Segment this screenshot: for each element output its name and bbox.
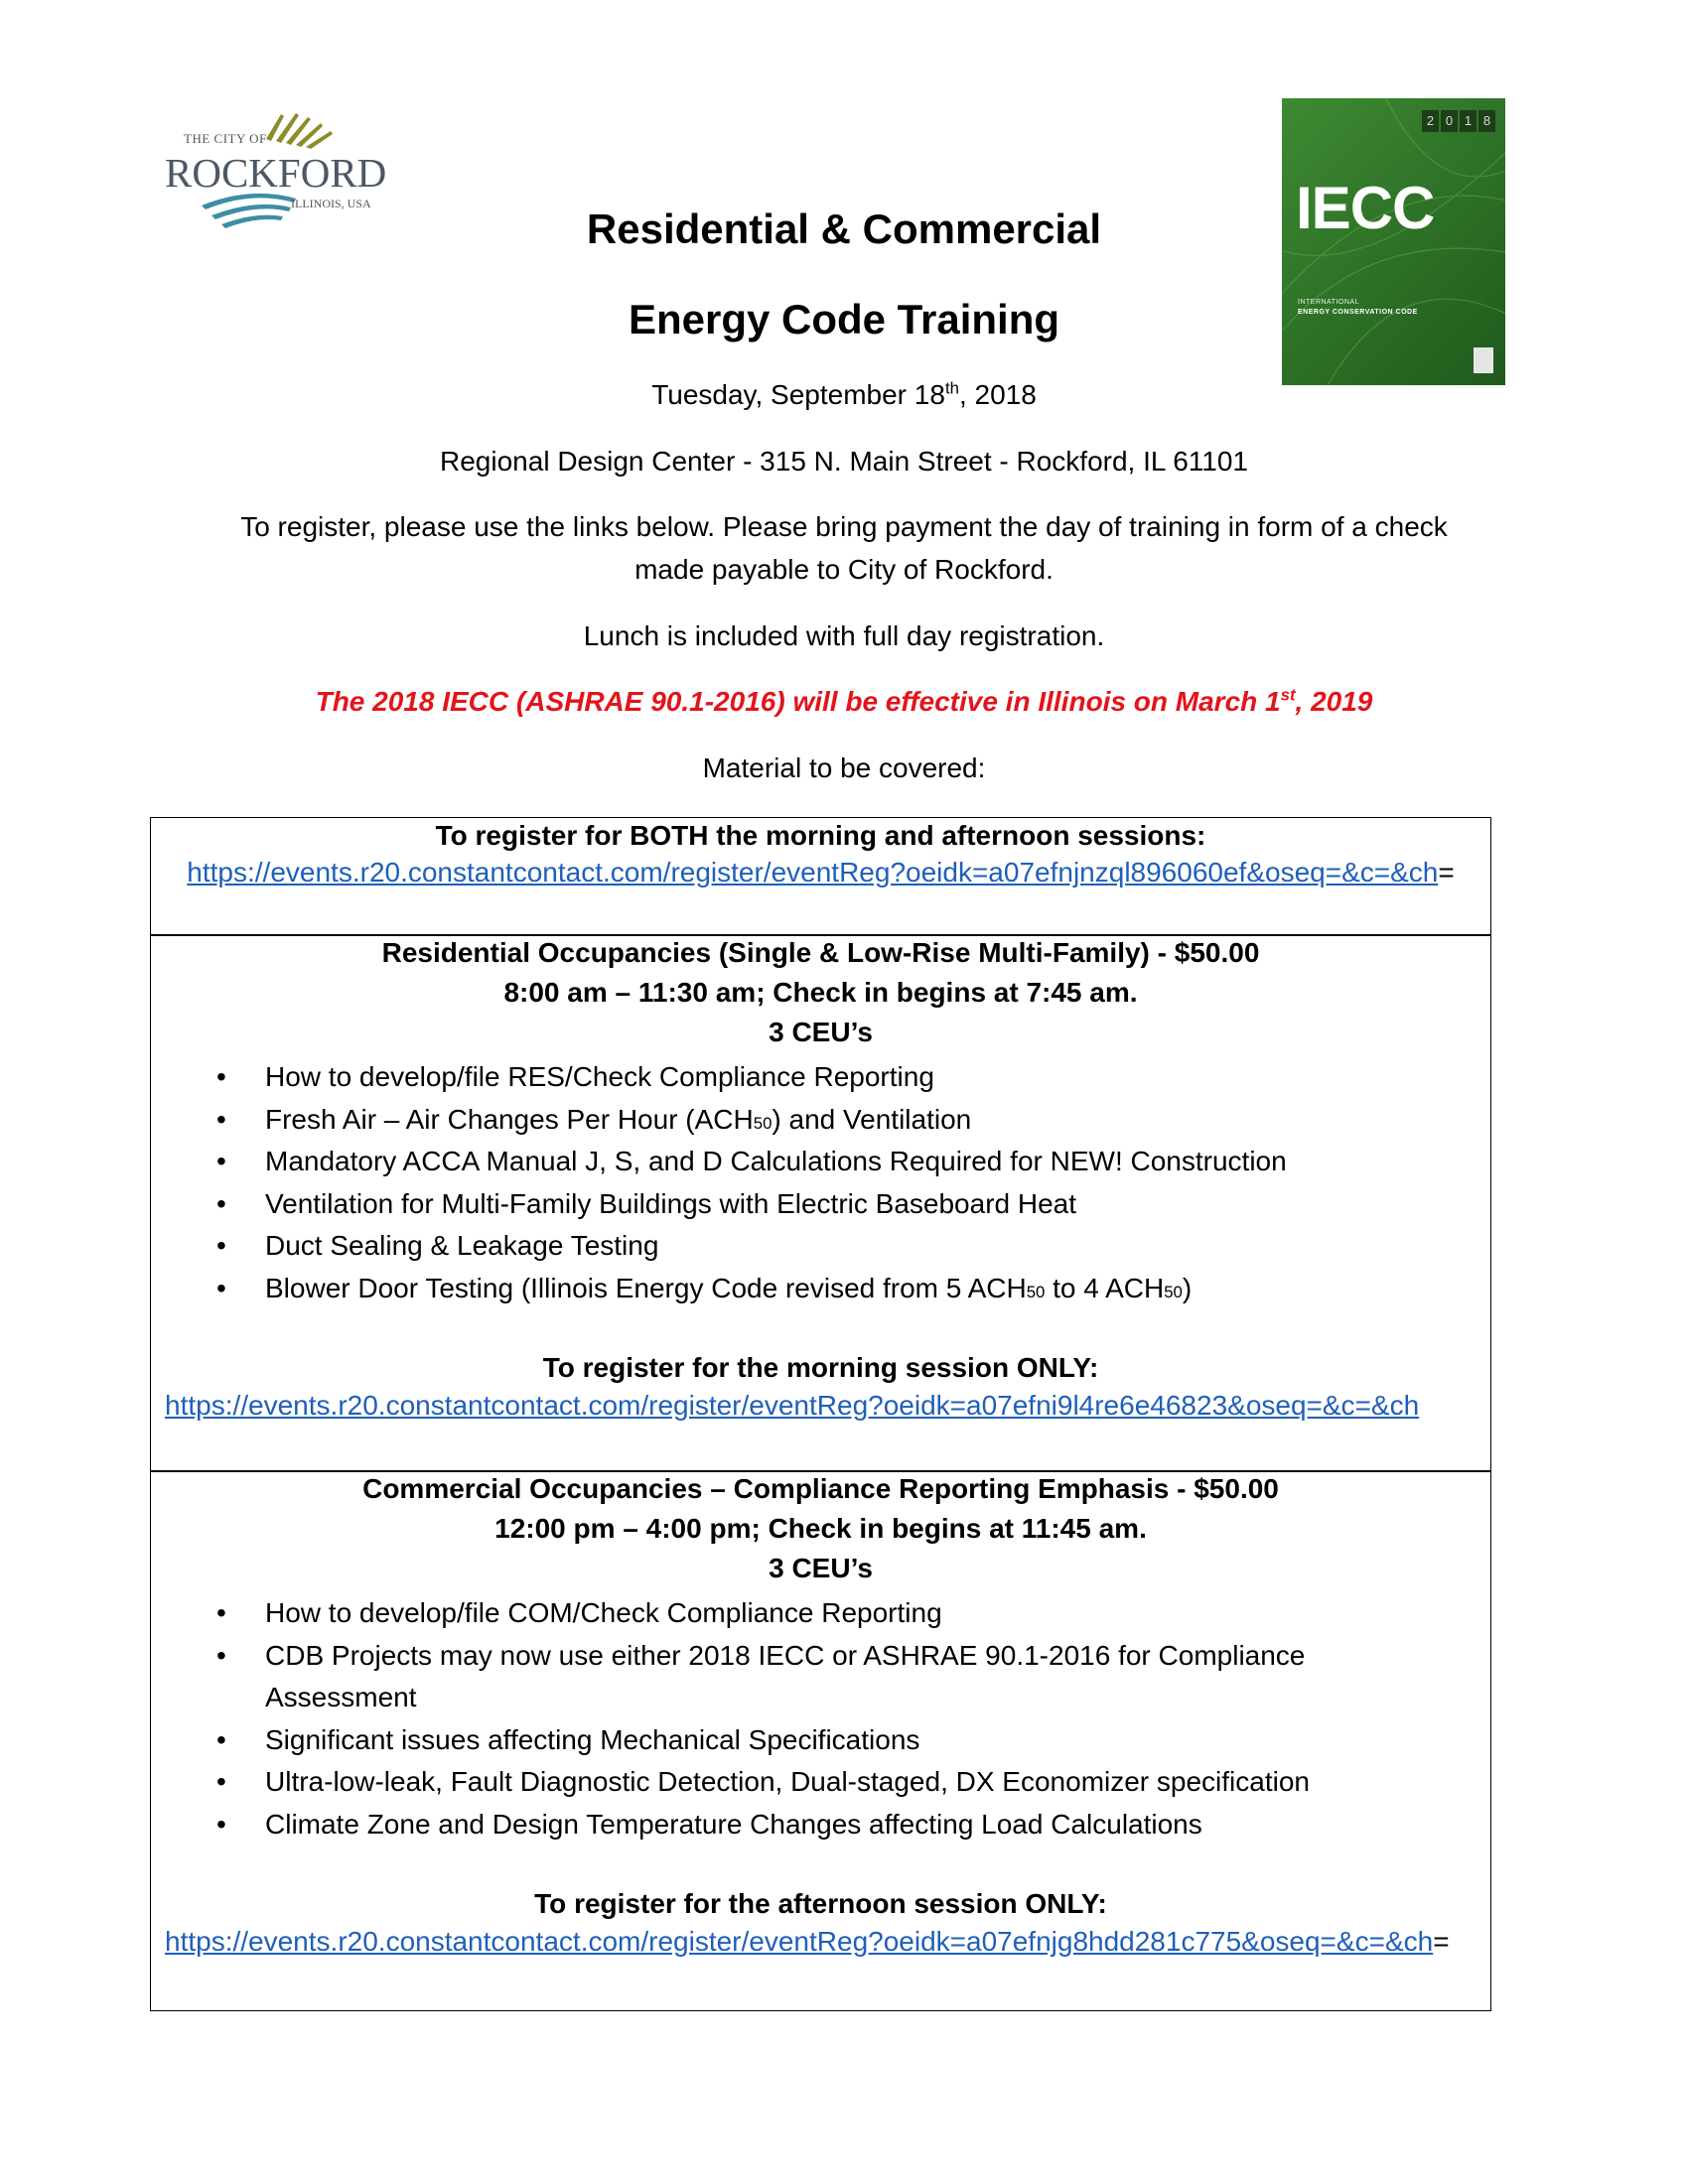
page-title-line2: Energy Code Training (628, 296, 1060, 342)
list-item (151, 1141, 1287, 1183)
morning-topic-5: Duct Sealing & Leakage Testing (265, 1230, 659, 1261)
morning-topic-3: Mandatory ACCA Manual J, S, and D Calculations Required for NEW! Construction (265, 1146, 1287, 1176)
bullet-icon: • (216, 1808, 226, 1840)
list-item (151, 1719, 1310, 1762)
afternoon-register-link[interactable]: https://events.r20.constantcontact.com/register/eventReg?oeidk=a07efnjg8hdd281c775&oseq=&c=&ch (165, 1926, 1434, 1957)
morning-register-link[interactable]: https://events.r20.constantcontact.com/register/eventReg?oeidk=a07efni9l4re6e46823&oseq=&c=&ch (165, 1390, 1420, 1421)
material-heading: Material to be covered: (702, 752, 986, 783)
afternoon-heading: Commercial Occupancies – Compliance Reporting Emphasis - $50.00 (362, 1473, 1279, 1504)
effective-date-notice (0, 686, 1688, 718)
morning-topic-6: Blower Door Testing (Illinois Energy Code revised from 5 ACH (265, 1272, 1027, 1303)
list-item (151, 1804, 1310, 1846)
page-title-line1: Residential & Commercial (586, 205, 1102, 252)
afternoon-topic-3: Significant issues affecting Mechanical Specifications (265, 1723, 920, 1755)
bullet-icon: • (216, 1061, 226, 1092)
event-address: Regional Design Center - 315 N. Main Street - Rockford, IL 61101 (440, 446, 1248, 477)
book-subtitle-ecc: ENERGY CONSERVATION CODE (1298, 309, 1418, 316)
afternoon-session-box (150, 1470, 1491, 2011)
list-item (151, 1268, 1287, 1310)
afternoon-topic-5: Climate Zone and Design Temperature Changes affecting Load Calculations (265, 1808, 1202, 1840)
morning-topics-list (151, 1056, 1287, 1309)
afternoon-time: 12:00 pm – 4:00 pm; Check in begins at 11:45 am. (494, 1513, 1147, 1544)
morning-session-box (150, 934, 1491, 1472)
morning-topic-2: Fresh Air – Air Changes Per Hour (ACH (265, 1103, 754, 1135)
morning-topic-6-end: ) (1182, 1272, 1193, 1303)
both-sessions-link-suffix: = (1438, 857, 1455, 887)
bullet-icon: • (216, 1723, 226, 1755)
bullet-icon: • (216, 1146, 226, 1176)
event-date-main: Tuesday, September 18 (651, 379, 945, 410)
book-title: IECC (1296, 175, 1435, 241)
morning-topic-6-sub2: 50 (1164, 1282, 1183, 1301)
both-sessions-heading: To register for BOTH the morning and afternoon sessions: (435, 820, 1206, 851)
morning-link-row (151, 1390, 1490, 1422)
book-publisher-badge-icon (1474, 347, 1493, 373)
list-item (151, 1183, 1287, 1226)
morning-topic-6-mid: to 4 ACH (1045, 1272, 1165, 1303)
list-item (151, 1225, 1287, 1268)
morning-heading: Residential Occupancies (Single & Low-Rise Multi-Family) - $50.00 (381, 937, 1260, 968)
register-instructions-line2: made payable to City of Rockford. (634, 554, 1054, 585)
bullet-icon: • (216, 1766, 226, 1797)
afternoon-topic-2-line2: Assessment (265, 1682, 417, 1712)
logo-rockford-text: ROCKFORD (165, 150, 387, 196)
both-sessions-box (150, 817, 1491, 936)
both-sessions-register-link[interactable]: https://events.r20.constantcontact.com/register/eventReg?oeidk=a07efnjnzql896060ef&oseq=&c=&ch (187, 857, 1439, 887)
both-sessions-link-row (151, 857, 1490, 888)
afternoon-topic-1: How to develop/file COM/Check Compliance Reporting (265, 1597, 942, 1628)
book-year-digit: 2 (1422, 110, 1439, 132)
list-item (151, 1056, 1287, 1099)
book-year-digit: 1 (1460, 110, 1477, 132)
list-item (151, 1635, 1310, 1719)
afternoon-topic-2-line1: CDB Projects may now use either 2018 IECC or ASHRAE 90.1-2016 for Compliance (265, 1639, 1306, 1671)
logo-illinois-text: ILLINOIS, USA (291, 197, 371, 210)
morning-time: 8:00 am – 11:30 am; Check in begins at 7:45 am. (503, 977, 1138, 1008)
book-year-digit: 8 (1478, 110, 1495, 132)
event-date-sup: th (944, 378, 959, 398)
afternoon-topics-list (151, 1592, 1310, 1845)
afternoon-ceus: 3 CEU’s (769, 1553, 873, 1583)
book-year-digit: 0 (1441, 110, 1458, 132)
event-date-year: , 2018 (958, 379, 1037, 410)
afternoon-link-suffix: = (1433, 1926, 1450, 1957)
list-item (151, 1099, 1287, 1142)
morning-topic-1: How to develop/file RES/Check Compliance Reporting (265, 1061, 934, 1092)
bullet-icon: • (216, 1597, 226, 1628)
bullet-icon: • (216, 1103, 226, 1135)
afternoon-link-row (151, 1926, 1490, 1958)
morning-topic-6-sub1: 50 (1026, 1282, 1046, 1301)
effective-notice-sup: st (1280, 685, 1296, 705)
afternoon-register-heading: To register for the afternoon session ONLY: (534, 1888, 1107, 1919)
book-year-boxes (1422, 110, 1495, 132)
morning-topic-2-sub: 50 (753, 1113, 773, 1133)
morning-topic-4: Ventilation for Multi-Family Buildings with Electric Baseboard Heat (265, 1187, 1077, 1219)
afternoon-topic-4: Ultra-low-leak, Fault Diagnostic Detection, Dual-staged, DX Economizer specification (265, 1766, 1310, 1797)
bullet-icon: • (216, 1272, 226, 1303)
list-item (151, 1592, 1310, 1635)
book-subtitle-intl: INTERNATIONAL (1298, 299, 1359, 306)
logo-city-of-text: THE CITY OF (184, 131, 267, 146)
lunch-note: Lunch is included with full day registration. (583, 620, 1105, 651)
morning-register-heading: To register for the morning session ONLY: (542, 1352, 1099, 1383)
bullet-icon: • (216, 1639, 226, 1671)
effective-notice-year: , 2019 (1295, 686, 1373, 717)
effective-notice-main: The 2018 IECC (ASHRAE 90.1-2016) will be effective in Illinois on March 1 (315, 686, 1281, 717)
event-date (0, 379, 1688, 411)
register-instructions-line1: To register, please use the links below. Please bring payment the day of training in form of a check (240, 511, 1448, 542)
bullet-icon: • (216, 1230, 226, 1261)
morning-topic-2-end: ) and Ventilation (772, 1103, 972, 1135)
morning-ceus: 3 CEU’s (769, 1017, 873, 1047)
list-item (151, 1761, 1310, 1804)
bullet-icon: • (216, 1187, 226, 1219)
